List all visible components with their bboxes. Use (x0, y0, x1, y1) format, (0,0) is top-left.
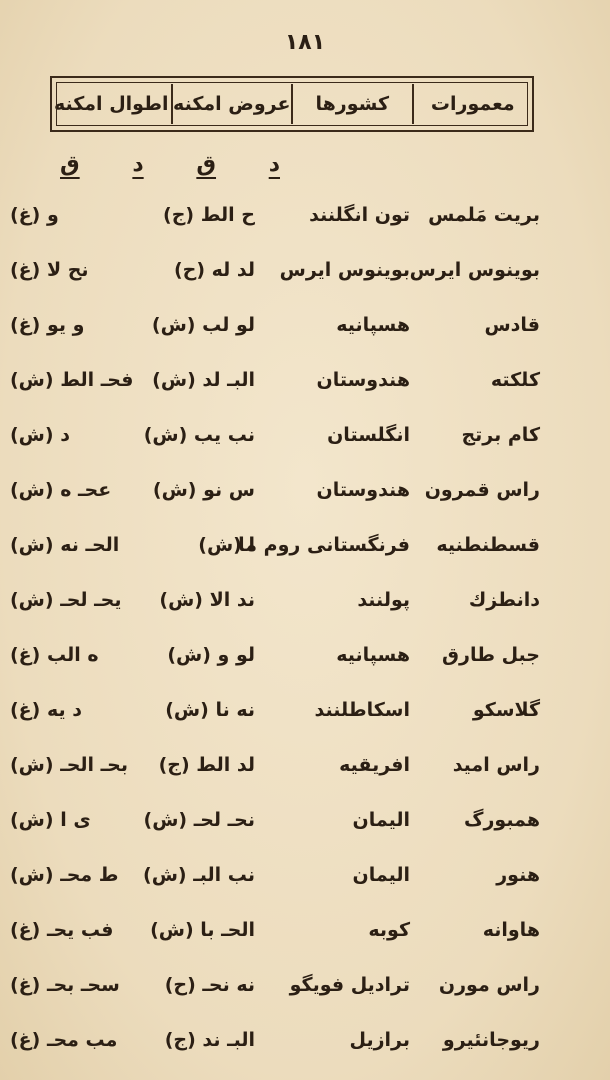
table-row (10, 905, 540, 960)
page-number: ١٨١ (284, 30, 326, 55)
longitude-value: نح لا (غ) (10, 259, 89, 281)
latitude-value: البـ ند (ج) (164, 1029, 255, 1051)
city-name: راس قمرون (424, 479, 540, 501)
table-row (10, 520, 540, 575)
latitude-value: نب البـ (ش) (143, 864, 255, 886)
city-name: جبل طارق (442, 644, 540, 666)
degree-minute-marks (60, 152, 280, 177)
latitude-value: ح الط (ج) (163, 204, 255, 226)
latitude-value: لو و (ش) (167, 644, 255, 666)
city-name: همبورگ (464, 809, 540, 831)
table-row (10, 410, 540, 465)
country-name: الیمان (352, 864, 410, 886)
country-name: انگلستان (327, 424, 410, 446)
latitude-value: ا (ش) (198, 534, 255, 556)
header-cell-places: معمورات (412, 84, 533, 124)
city-name: ریوجانئیرو (442, 1029, 540, 1051)
country-name: کوبه (368, 919, 410, 941)
table-row (10, 740, 540, 795)
country-name: افریقیه (339, 754, 410, 776)
sub-mark: د (268, 152, 280, 177)
latitude-value: س نو (ش) (152, 479, 255, 501)
latitude-value: لو لب (ش) (151, 314, 255, 336)
longitude-value: فحـ الط (ش) (10, 369, 134, 391)
latitude-value: نه نا (ش) (165, 699, 255, 721)
latitude-value: نب یب (ش) (143, 424, 255, 446)
table-body (10, 190, 540, 1070)
city-name: قسطنطنیه (436, 534, 540, 556)
longitude-value: الحـ نه (ش) (10, 534, 120, 556)
latitude-value: البـ لد (ش) (152, 369, 255, 391)
longitude-value: ی ا (ش) (10, 809, 91, 831)
city-name: دانطزك (468, 589, 540, 611)
table-row (10, 190, 540, 245)
country-name: تون انگلنند (309, 204, 410, 226)
longitude-value: د (ش) (10, 424, 70, 446)
table-row (10, 850, 540, 905)
city-name: راس امید (452, 754, 540, 776)
country-name: بوینوس ایرس (279, 259, 410, 281)
latitude-value: ند الا (ش) (159, 589, 255, 611)
table-row (10, 630, 540, 685)
table-row (10, 685, 540, 740)
country-name: ترادیل فویگو (289, 974, 410, 996)
header-cell-latitudes: عروض امکنه (171, 84, 292, 124)
latitude-value: لد الط (ج) (158, 754, 255, 776)
sub-mark: ق (196, 152, 217, 177)
country-name: هسپانیه (336, 314, 410, 336)
country-name: برازیل (349, 1029, 410, 1051)
country-name: فرنگستانی روم ما (238, 534, 410, 556)
sub-mark: ق (60, 152, 80, 177)
sub-mark: د (132, 152, 144, 177)
longitude-value: بحـ الحـ (ش) (10, 754, 128, 776)
table-row (10, 960, 540, 1015)
latitude-value: لد له (ح) (173, 259, 255, 281)
longitude-value: ه الب (غ) (10, 644, 99, 666)
longitude-value: سحـ بحـ (غ) (10, 974, 120, 996)
longitude-value: ط محـ (ش) (10, 864, 119, 886)
longitude-value: د یه (غ) (10, 699, 82, 721)
country-name: الیمان (352, 809, 410, 831)
longitude-value: و (غ) (10, 204, 59, 226)
latitude-value: الحـ با (ش) (150, 919, 255, 941)
city-name: بوینوس ایرس (409, 259, 540, 281)
table-row (10, 1015, 540, 1070)
city-name: کلکته (490, 369, 540, 391)
longitude-value: مب محـ (غ) (10, 1029, 118, 1051)
longitude-value: عحـ ه (ش) (10, 479, 112, 501)
table-header (50, 76, 534, 132)
city-name: راس مورن (438, 974, 540, 996)
country-name: هندوستان (316, 369, 410, 391)
longitude-value: یحـ لحـ (ش) (10, 589, 122, 611)
country-name: هندوستان (316, 479, 410, 501)
table-row (10, 300, 540, 355)
country-name: هسپانیه (336, 644, 410, 666)
longitude-value: فب یحـ (غ) (10, 919, 114, 941)
city-name: هاوانه (482, 919, 540, 941)
longitude-value: و یو (غ) (10, 314, 85, 336)
country-name: اسکاطلنند (314, 699, 410, 721)
city-name: هنور (496, 864, 540, 886)
latitude-value: نه نحـ (ح) (164, 974, 255, 996)
header-cell-longitudes: اطوال امکنه (53, 93, 169, 115)
table-row (10, 575, 540, 630)
latitude-value: نحـ لحـ (ش) (143, 809, 255, 831)
table-row (10, 465, 540, 520)
table-row (10, 795, 540, 850)
city-name: بریت مَلمس (428, 204, 540, 226)
city-name: گلاسکو (472, 699, 540, 721)
city-name: قادس (484, 314, 540, 336)
table-row (10, 245, 540, 300)
header-cell-countries: کشورها (291, 84, 412, 124)
country-name: پولنند (357, 589, 410, 611)
city-name: کام برتج (461, 424, 540, 446)
table-row (10, 355, 540, 410)
